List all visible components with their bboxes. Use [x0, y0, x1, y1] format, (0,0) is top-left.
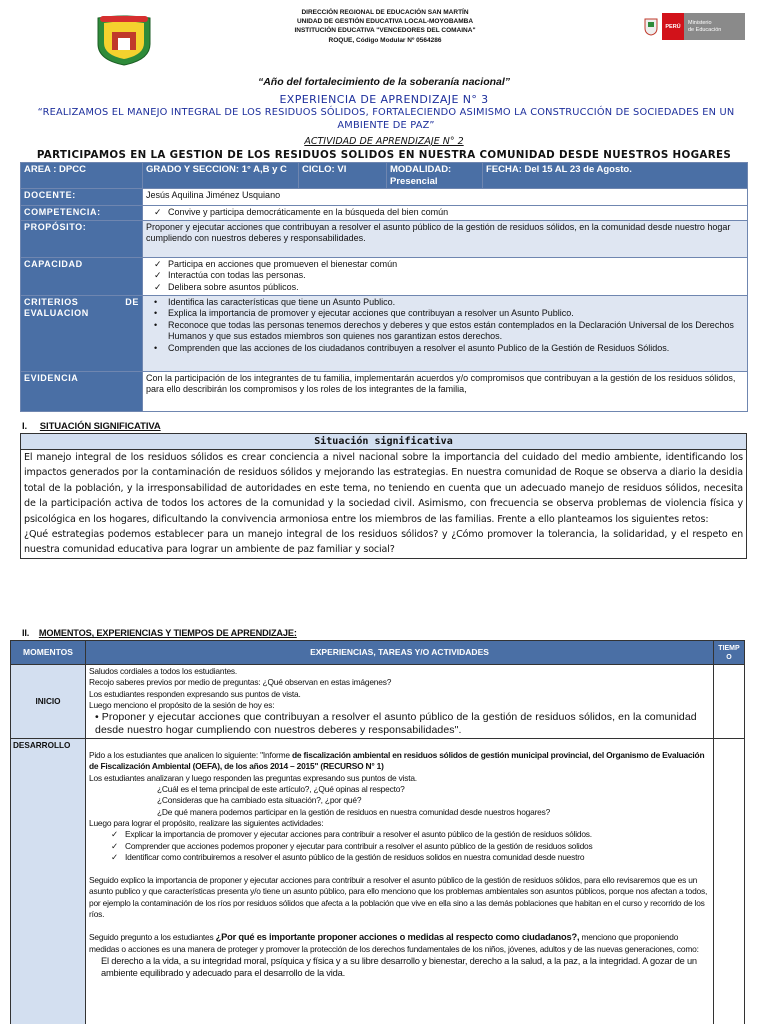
section-2-heading: [22, 628, 297, 638]
ministry-name: [684, 20, 721, 33]
experiencia-title: EXPERIENCIA DE APRENDIZAJE N° 3: [279, 93, 489, 106]
desarrollo-p4: Seguido explico la importancia de proponer y ejecutar acciones para contribuir a resolver el asunto público de la gestión de residuos sólidos, para ello revisaremos que es un asunto publico y que características presenta y/o tiene un asunto público, para ello menciono que los problemas ambientales son asuntos públicos, porque nos afectan a todos, por ejemplo la contaminación de los ríos por residuos sólidos que afecta a la población que vive en ella sino a las demás poblaciones que habitan en el curso y recorrido de los ríos.: [89, 875, 708, 920]
desarrollo-question: ¿De qué manera podemos participar en la gestión de residuos en nuestra comunidad desde nuestros hogares?: [157, 806, 551, 817]
ministry-name-2: de Educación: [688, 26, 722, 33]
grado-cell: GRADO Y SECCION: 1° A,B y C: [143, 163, 299, 189]
situacion-retos: ¿Qué estrategias podemos establecer para un manejo integral de los residuos sólidos? y ¿Cómo promover la tolerancia, la solidaridad, y el respeto en nuestra comunidad educativa para lograr un ambiente de paz familiar y social?: [24, 529, 743, 556]
desarrollo-p5-a: Seguido pregunto a los estudiantes: [89, 932, 216, 943]
col-tiempo: [714, 641, 745, 665]
situacion-box: [20, 433, 747, 559]
criterio-item: • Comprenden que las acciones de los ciudadanos contribuyen a resolver el asunto Publico de la Gestión de Residuos Sólidos.: [168, 343, 744, 355]
inicio-line: Recojo saberes previos por medio de preguntas: ¿Qué observan en estas imágenes?: [89, 677, 392, 688]
section-1-title: SITUACIÓN SIGNIFICATIVA: [39, 421, 161, 432]
desarrollo-p3: Luego para lograr el propósito, realizare las siguientes actividades:: [89, 817, 324, 828]
info-table: [20, 162, 748, 412]
criterios-label: [21, 295, 143, 371]
competencia-item: ✓ Convive y participa democráticamente en la búsqueda del bien común: [168, 207, 744, 219]
inst-line: UNIDAD DE GESTIÓN EDUCATIVA LOCAL-MOYOBAMBA: [296, 18, 474, 26]
area-cell: AREA : DPCC: [21, 163, 143, 189]
inicio-proposito: • Proponer y ejecutar acciones que contribuyan a resolver el asunto público de la gestión de residuos sólidos, en la comunidad desde nuestro hogar cumpliendo con nuestros deberes y responsabilidades".: [95, 711, 697, 737]
desarrollo-p1: [89, 750, 710, 773]
momentos-table: [10, 640, 745, 1024]
section-2-title: MOMENTOS, EXPERIENCIAS Y TIEMPOS DE APRENDIZAJE:: [38, 628, 297, 638]
document-header: [0, 0, 768, 75]
desarrollo-question: ¿Cuál es el tema principal de este artículo?, ¿Qué opinas al respecto?: [157, 784, 405, 795]
inicio-line: Saludos cordiales a todos los estudiantes.: [89, 666, 238, 676]
desarrollo-p5: [89, 932, 710, 955]
inst-line: DIRECCIÓN REGIONAL DE EDUCACIÓN SAN MARTÍN: [301, 9, 469, 16]
situacion-box-title: Situación significativa: [21, 434, 746, 450]
inicio-line: Los estudiantes responden expresando sus puntos de vista.: [89, 688, 301, 699]
criterios-list: [143, 295, 748, 371]
criterio-item: • Explica la importancia de promover y ejecutar acciones que contribuyan a resolver un Asunto Publico.: [168, 308, 744, 320]
experiencia-name: “REALIZAMOS EL MANEJO INTEGRAL DE LOS RESIDUOS SÓLIDOS, FORTALECIENDO ASIMISMO LA CONSTRUCCIÓN DE SOCIEDADES EN UN AMBIENTE DE PAZ”: [37, 107, 735, 131]
desarrollo-label: DESARROLLO: [11, 739, 86, 1024]
national-shield-icon: [640, 13, 662, 40]
desarrollo-p1-a: Pido a los estudiantes que analicen lo siguiente: "Informe: [89, 750, 293, 761]
ministry-name-1: Ministerio: [688, 20, 712, 26]
desarrollo-p1-b: de fiscalización ambiental en residuos sólidos de gestión municipal provincial, del Organismo de Evaluación de Fiscalización Ambiental (OEFA), de los años 2014 – 2015" (RECURSO N° 1): [89, 750, 705, 772]
institution-block: [220, 8, 550, 45]
inicio-content: [86, 665, 714, 739]
capacidad-list: [143, 257, 748, 295]
docente-label: DOCENTE:: [21, 189, 143, 206]
desarrollo-p5-b: ¿Por qué es importante proponer acciones o medidas al respecto como ciudadanos?,: [215, 932, 580, 943]
school-crest-icon: [96, 14, 152, 66]
inicio-line: Luego menciono el propósito de la sesión de hoy es:: [89, 699, 275, 710]
fecha-cell: FECHA: Del 15 AL 23 de Agosto.: [483, 163, 748, 189]
inicio-tiempo: [714, 665, 745, 739]
criterios-label-3: EVALUACION: [24, 308, 89, 318]
capacidad-item: ✓ Interactúa con todas las personas.: [168, 270, 744, 282]
ciclo-cell: CICLO: VI: [299, 163, 387, 189]
desarrollo-p2: Los estudiantes analizaran y luego responden las preguntas expresando sus puntos de vista.: [89, 772, 417, 783]
competencia-value: [143, 206, 748, 221]
criterio-item: • Reconoce que todas las personas tenemos derechos y deberes y que estos están contemplados en la Declaración Universal de los Derechos Humanos y que sus estados miembros son quienes nos garantizan estos derechos.: [168, 320, 744, 343]
criterio-item: • Identifica las características que tiene un Asunto Publico.: [168, 297, 744, 309]
criterios-label-2: DE: [125, 296, 139, 307]
inicio-label: INICIO: [11, 665, 86, 739]
proposito-label: PROPÓSITO:: [21, 220, 143, 257]
col-tiempo-1: TIEMP: [718, 644, 740, 652]
actividad-title: ACTIVIDAD DE APRENDIZAJE N° 2: [304, 136, 464, 147]
peru-tag: PERÚ: [662, 13, 684, 40]
desarrollo-content: [86, 739, 714, 1024]
criterios-label-1: CRITERIOS: [24, 296, 79, 307]
proposito-value: Proponer y ejecutar acciones que contribuyan a resolver el asunto público de la gestión de residuos sólidos, en la comunidad desde nuestro hogar cumpliendo con nuestros deberes y responsabilidades.: [143, 220, 748, 257]
ministry-logo: [640, 13, 745, 40]
desarrollo-question: ¿Consideras que ha cambiado esta situación?, ¿por qué?: [157, 795, 362, 806]
capacidad-item: ✓ Delibera sobre asuntos públicos.: [168, 282, 744, 294]
capacidad-label: CAPACIDAD: [21, 257, 143, 295]
activity-heading: PARTICIPAMOS EN LA GESTION DE LOS RESIDUOS SOLIDOS EN NUESTRA COMUNIDAD DESDE NUESTROS HOGARES: [36, 149, 732, 161]
inst-line: ROQUE, Código Modular Nº 0564286: [328, 36, 442, 44]
capacidad-item: ✓ Participa en acciones que promueven el bienestar común: [168, 259, 744, 271]
col-momentos: MOMENTOS: [11, 641, 86, 665]
situacion-text: El manejo integral de los residuos sólidos es crear conciencia a nivel nacional sobre la importancia del cuidado del medio ambiente, identificando los impactos generados por la contaminación de residuos sólidos y mejorando las estrategias. En nuestra comunidad de Roque se observa a diario la desidia total de la población, y la irresponsabilidad de autoridades en este tema, no teniendo en cuenta que un adecuado manejo de residuos sólidos, necesita de la participación activa de todos los actores de la comunidad y la sociedad civil. Asimismo, con frecuencia se observa problemas de violencia física y psicológica en los hogares, dificultando la convivencia armoniosa entre los miembros de las familias. Frente a ello planteamos los siguientes retos:: [24, 452, 743, 525]
competencia-label: COMPETENCIA:: [21, 206, 143, 221]
situacion-text-block: [21, 450, 746, 558]
modalidad-cell: MODALIDAD: Presencial: [387, 163, 483, 189]
year-title: “Año del fortalecimiento de la soberanía nacional”: [257, 76, 511, 88]
col-experiencias: EXPERIENCIAS, TAREAS Y/O ACTIVIDADES: [86, 641, 714, 665]
desarrollo-p6: El derecho a la vida, a su integridad moral, psíquica y física y a su libre desarrollo y bienestar, derecho a la salud, a la paz, a la integridad. A gozar de un ambiente equilibrado y adecuado para el desarrollo de la vida.: [101, 955, 697, 978]
desarrollo-check: ✓ Identificar como contribuiremos a resolver el asunto público de la gestión de residuos solidos en nuestra comunidad desde nuestro: [125, 852, 710, 863]
desarrollo-p5-c: menciono que proponiendo medidas o acciones es una manera de proteger y promover la protección de los derechos fundamentales de los niños, jóvenes, adultos y de las nuevas generaciones, como:: [89, 932, 699, 954]
inst-line: INSTITUCIÓN EDUCATIVA "VENCEDORES DEL COMAINA": [294, 27, 476, 35]
section-1-num: I.: [22, 421, 28, 432]
desarrollo-check: ✓ Comprender que acciones podemos proponer y ejecutar para contribuir a resolver el asunto público de la gestión de residuos solidos: [125, 841, 710, 852]
section-2-num: II.: [22, 628, 30, 638]
docente-value: Jesús Aquilina Jiménez Usquiano: [143, 189, 748, 206]
col-tiempo-2: O: [726, 653, 732, 661]
desarrollo-check: ✓ Explicar la importancia de promover y ejecutar acciones para contribuir a resolver el asunto público de la gestión de residuos sólidos.: [125, 829, 710, 840]
evidencia-value: Con la participación de los integrantes de tu familia, implementarán acuerdos y/o compromisos que contribuyan a la gestión de los residuos sólidos, para ello describirán los compromisos y los roles de los integrantes de la familia,: [143, 371, 748, 411]
section-1-heading: [22, 421, 161, 432]
evidencia-label: EVIDENCIA: [21, 371, 143, 411]
desarrollo-tiempo: [714, 739, 745, 1024]
